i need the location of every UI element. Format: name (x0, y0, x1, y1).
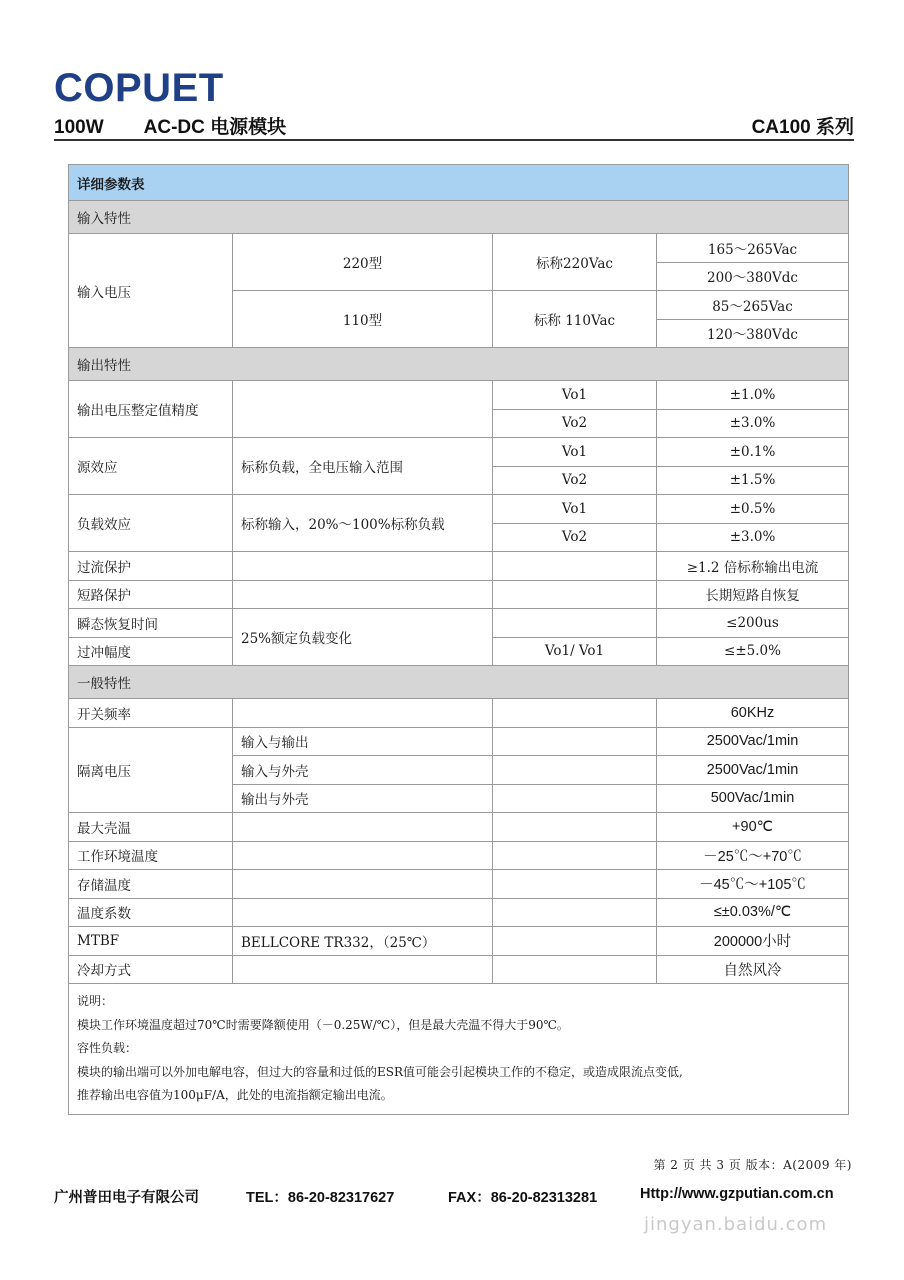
line-regulation-label: 源效应 (69, 438, 233, 495)
range-220-ac: 165～265Vac (657, 234, 849, 263)
footer-web[interactable]: Http://www.gzputian.com.cn (640, 1186, 834, 1202)
table-row (69, 381, 849, 410)
model-110: 110型 (233, 291, 493, 348)
freq-value: 60KHz (657, 699, 849, 728)
notes-line-2: 容性负载： (77, 1041, 138, 1055)
iso-in-out: 输入与输出 (233, 727, 493, 756)
temp-coef-label: 温度系数 (69, 898, 233, 927)
table-title: 详细参数表 (69, 165, 849, 201)
series-name: CA100 系列 (751, 117, 854, 138)
iso-in-case-value: 2500Vac/1min (657, 756, 849, 785)
case-temp-label: 最大壳温 (69, 813, 233, 842)
spec-table (68, 164, 849, 1115)
table-row (69, 813, 849, 842)
table-row (69, 841, 849, 870)
table-title-row (69, 165, 849, 201)
header-divider (54, 139, 854, 141)
nominal-220: 标称220Vac (493, 234, 657, 291)
line-vo2-value: ±1.5% (657, 466, 849, 495)
transient-condition: 25%额定负载变化 (233, 609, 493, 666)
ocp-label: 过流保护 (69, 552, 233, 581)
page-info: 第 2 页 共 3 页 版本：A(2009 年) (653, 1158, 852, 1172)
range-110-dc: 120～380Vdc (657, 319, 849, 348)
table-row (69, 580, 849, 609)
notes-line-3: 模块的输出端可以外加电解电容，但过大的容量和过低的ESR值可能会引起模块工作的不稳定，或造成限流点变低, (77, 1064, 683, 1079)
temp-coef-value: ≤±0.03%/℃ (657, 898, 849, 927)
scp-value: 长期短路自恢复 (657, 580, 849, 609)
accuracy-label: 输出电压整定值精度 (69, 381, 233, 438)
case-temp-value: +90℃ (657, 813, 849, 842)
iso-out-case: 输出与外壳 (233, 784, 493, 813)
load-vo2-value: ±3.0% (657, 523, 849, 552)
table-row (69, 727, 849, 756)
notes-title: 说明： (77, 994, 114, 1008)
accuracy-condition (233, 381, 493, 438)
iso-in-out-value: 2500Vac/1min (657, 727, 849, 756)
line-vo1-value: ±0.1% (657, 438, 849, 467)
isolation-label: 隔离电压 (69, 727, 233, 813)
line-regulation-condition: 标称负载，全电压输入范围 (233, 438, 493, 495)
nominal-110: 标称 110Vac (493, 291, 657, 348)
table-row (69, 870, 849, 899)
footer-tel: TEL：86-20-82317627 (246, 1190, 395, 1206)
accuracy-vo1-value: ±1.0% (657, 381, 849, 410)
input-voltage-label: 输入电压 (69, 234, 233, 348)
freq-label: 开关频率 (69, 699, 233, 728)
storage-temp-value: －45℃～+105℃ (657, 870, 849, 899)
model-220: 220型 (233, 234, 493, 291)
range-110-ac: 85～265Vac (657, 291, 849, 320)
accuracy-vo2: Vo2 (493, 409, 657, 438)
section-row-output (69, 348, 849, 381)
watermark: jingyan.baidu.com (644, 1214, 828, 1235)
table-row (69, 955, 849, 984)
op-temp-label: 工作环境温度 (69, 841, 233, 870)
notes-line-1: 模块工作环境温度超过70℃时需要降额使用（－0.25W/℃），但是最大壳温不得大于90℃。 (77, 1017, 569, 1032)
notes-cell (69, 984, 849, 1115)
power-rating: 100W (54, 117, 104, 138)
table-row (69, 927, 849, 956)
line-vo1: Vo1 (493, 438, 657, 467)
section-output: 输出特性 (69, 348, 849, 381)
table-row (69, 495, 849, 524)
line-vo2: Vo2 (493, 466, 657, 495)
table-row (69, 699, 849, 728)
transient-value: ≤200us (657, 609, 849, 638)
table-row (69, 234, 849, 263)
notes-line-4: 推荐输出电容值为100μF/A，此处的电流指额定输出电流。 (77, 1088, 393, 1102)
section-row-input (69, 201, 849, 234)
table-row (69, 898, 849, 927)
section-general: 一般特性 (69, 666, 849, 699)
iso-in-case: 输入与外壳 (233, 756, 493, 785)
section-input: 输入特性 (69, 201, 849, 234)
iso-out-case-value: 500Vac/1min (657, 784, 849, 813)
cooling-value: 自然风冷 (657, 955, 849, 984)
section-row-general (69, 666, 849, 699)
table-row (69, 609, 849, 638)
product-type: AC-DC 电源模块 (143, 117, 287, 138)
load-regulation-condition: 标称输入，20%～100%标称负载 (233, 495, 493, 552)
storage-temp-label: 存储温度 (69, 870, 233, 899)
footer-company: 广州普田电子有限公司 (54, 1190, 199, 1206)
mtbf-label: MTBF (69, 927, 233, 956)
cooling-label: 冷却方式 (69, 955, 233, 984)
product-subtitle (54, 112, 286, 139)
footer-fax: FAX：86-20-82313281 (448, 1190, 598, 1206)
load-vo1: Vo1 (493, 495, 657, 524)
op-temp-value: －25℃～+70℃ (657, 841, 849, 870)
mtbf-value: 200000小时 (657, 927, 849, 956)
table-row (69, 438, 849, 467)
overshoot-channel: Vo1/ Vo1 (493, 637, 657, 666)
load-vo1-value: ±0.5% (657, 495, 849, 524)
table-row (69, 552, 849, 581)
notes-row (69, 984, 849, 1115)
accuracy-vo2-value: ±3.0% (657, 409, 849, 438)
overshoot-value: ≤±5.0% (657, 637, 849, 666)
ocp-value: ≥1.2 倍标称输出电流 (657, 552, 849, 581)
scp-label: 短路保护 (69, 580, 233, 609)
load-vo2: Vo2 (493, 523, 657, 552)
range-220-dc: 200～380Vdc (657, 262, 849, 291)
overshoot-label: 过冲幅度 (69, 637, 233, 666)
mtbf-condition: BELLCORE TR332，（25℃） (233, 927, 493, 956)
accuracy-vo1: Vo1 (493, 381, 657, 410)
brand-logo: COPUET (54, 66, 224, 110)
load-regulation-label: 负载效应 (69, 495, 233, 552)
transient-label: 瞬态恢复时间 (69, 609, 233, 638)
